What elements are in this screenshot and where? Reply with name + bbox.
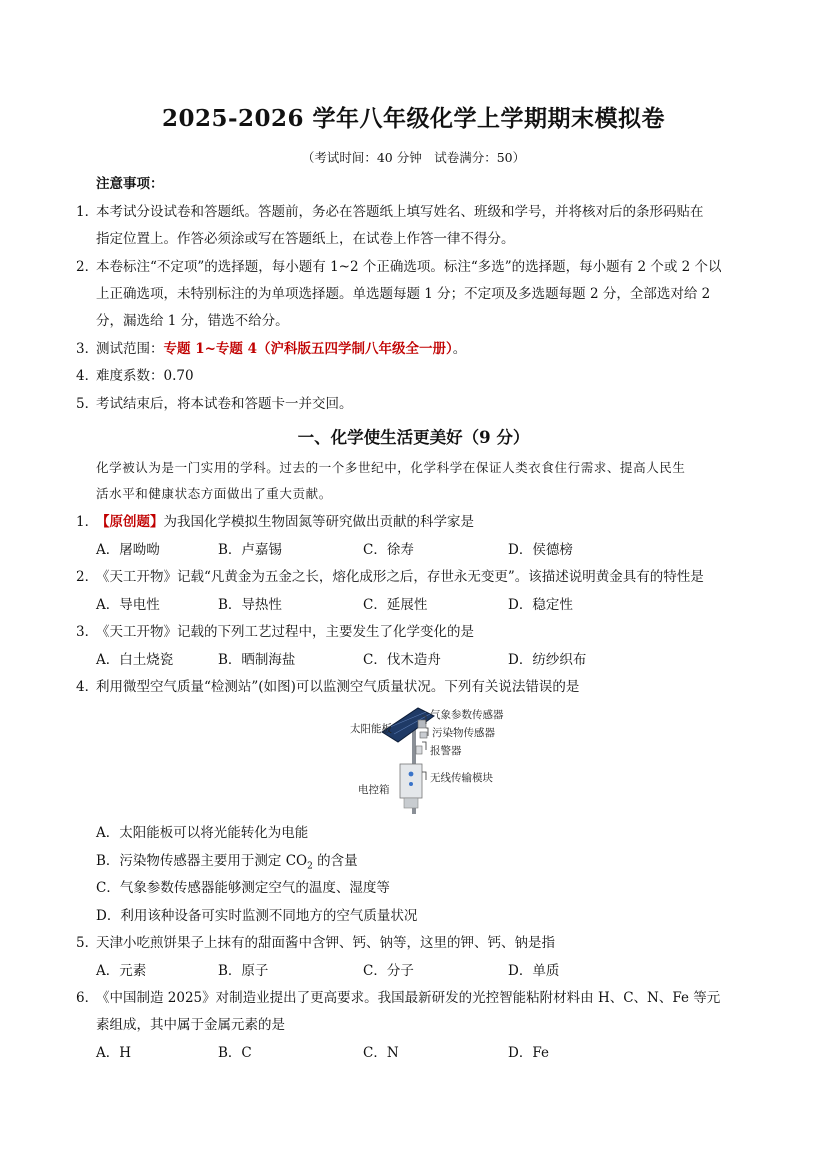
notice-heading: 注意事项：: [96, 176, 164, 192]
option-b: B．C: [218, 1045, 252, 1061]
option-d: D．侯德榜: [508, 542, 573, 558]
scope-suffix: 。: [452, 341, 467, 357]
question-stem: [96, 512, 474, 532]
weather-sensor-shape: [418, 720, 426, 728]
air-monitor-illustration: [350, 702, 528, 814]
alarm-shape: [416, 746, 422, 754]
notice-text: 指定位置上。作答必须涂或写在答题纸上，在试卷上作答一律不得分。: [96, 231, 515, 247]
option-a: A．元素: [96, 963, 147, 979]
scope-label: 测试范围：: [96, 341, 164, 357]
option-c: C．分子: [363, 963, 414, 979]
notice-num: 3．: [76, 341, 99, 357]
co2-subscript: 2: [307, 861, 313, 872]
option-c: C．N: [363, 1045, 399, 1061]
notice-num: 1．: [76, 204, 99, 220]
option-d: D．稳定性: [508, 597, 573, 613]
original-tag: 【原创题】: [96, 514, 164, 530]
notice-text: 难度系数：0.70: [96, 368, 194, 384]
question-stem: 《中国制造 2025》对制造业提出了更高要求。我国最新研发的光控智能粘附材料由 H、C、N、Fe 等元: [96, 990, 721, 1006]
label-solar-panel: 太阳能板: [350, 723, 392, 735]
option-b: B．原子: [218, 963, 269, 979]
notice-text: 分，漏选给 1 分，错选不给分。: [96, 313, 289, 329]
option-a: A．屠呦呦: [96, 542, 160, 558]
question-num: 4．: [76, 679, 99, 695]
exam-meta: （考试时间：40 分钟 试卷满分：50）: [301, 150, 526, 165]
question-num: 1．: [76, 514, 99, 530]
option-b: B．卢嘉锡: [218, 542, 282, 558]
notice-text: 本考试分设试卷和答题纸。答题前，务必在答题纸上填写姓名、班级和学号，并将核对后的条形码贴在: [96, 204, 704, 220]
option-d: D．纺纱织布: [508, 652, 587, 668]
option-d: D．Fe: [508, 1045, 549, 1061]
option-a: A．白土烧瓷: [96, 652, 174, 668]
question-stem: 素组成，其中属于金属元素的是: [96, 1017, 285, 1033]
option-b: [96, 851, 358, 877]
notice-text: 考试结束后，将本试卷和答题卡一并交回。: [96, 396, 353, 412]
question-num: 6．: [76, 990, 99, 1006]
option-b-text: B．污染物传感器主要用于测定 CO: [96, 853, 308, 869]
label-alarm: 报警器: [430, 745, 462, 757]
label-pollutant-sensor: 污染物传感器: [432, 727, 495, 739]
intro-line: 活水平和健康状态方面做出了重大贡献。: [96, 486, 332, 501]
notice-num: 4．: [76, 368, 99, 384]
air-monitor-figure: [350, 702, 528, 814]
question-stem: 《天工开物》记载的下列工艺过程中，主要发生了化学变化的是: [96, 624, 474, 640]
page-title: 2025-2026 学年八年级化学上学期期末模拟卷: [161, 105, 666, 132]
question-num: 3．: [76, 624, 99, 640]
question-stem: 《天工开物》记载“凡黄金为五金之长，熔化成形之后，存世永无变更”。该描述说明黄金具有的特性是: [96, 569, 704, 585]
label-weather-sensor: 气象参数传感器: [430, 709, 504, 721]
notice-text: [96, 339, 466, 359]
option-b: B．晒制海盐: [218, 652, 296, 668]
option-c: C．气象参数传感器能够测定空气的温度、湿度等: [96, 880, 390, 896]
scope-highlight: 专题 1~专题 4（沪科版五四学制八年级全一册）: [163, 341, 453, 357]
question-num: 5．: [76, 935, 99, 951]
label-control-box: 电控箱: [358, 784, 390, 796]
option-a: A．太阳能板可以将光能转化为电能: [96, 825, 309, 841]
notice-text: 上正确选项，未特别标注的为单项选择题。单选题每题 1 分；不定项及多选题每题 2 分，全部选对给 2: [96, 286, 711, 302]
notice-num: 2．: [76, 259, 99, 275]
label-wireless-module: 无线传输模块: [430, 772, 493, 784]
stem-text: 为我国化学模拟生物固氮等研究做出贡献的科学家是: [163, 514, 474, 530]
option-c: C．伐木造舟: [363, 652, 441, 668]
option-d: D．单质: [508, 963, 560, 979]
question-num: 2．: [76, 569, 99, 585]
question-stem: 利用微型空气质量“检测站”(如图)可以监测空气质量状况。下列有关说法错误的是: [96, 679, 580, 695]
option-b-tail: 的含量: [312, 853, 358, 869]
question-stem: 天津小吃煎饼果子上抹有的甜面酱中含钾、钙、钠等，这里的钾、钙、钠是指: [96, 935, 555, 951]
section-title: 一、化学使生活更美好（9 分）: [297, 428, 530, 447]
option-c: C．延展性: [363, 597, 428, 613]
option-a: A．导电性: [96, 597, 160, 613]
pollutant-sensor-shape: [420, 732, 427, 738]
option-b: B．导热性: [218, 597, 282, 613]
option-c: C．徐寿: [363, 542, 414, 558]
option-a: A．H: [96, 1045, 132, 1061]
control-box-shape: [400, 764, 422, 798]
notice-text: 本卷标注“不定项”的选择题，每小题有 1~2 个正确选项。标注“多选”的选择题，每小题有 2 个或 2 个以: [96, 259, 722, 275]
option-d: D．利用该种设备可实时监测不同地方的空气质量状况: [96, 908, 418, 924]
notice-num: 5．: [76, 396, 99, 412]
intro-line: 化学被认为是一门实用的学科。过去的一个多世纪中，化学科学在保证人类衣食住行需求、提高人民生: [96, 460, 686, 475]
